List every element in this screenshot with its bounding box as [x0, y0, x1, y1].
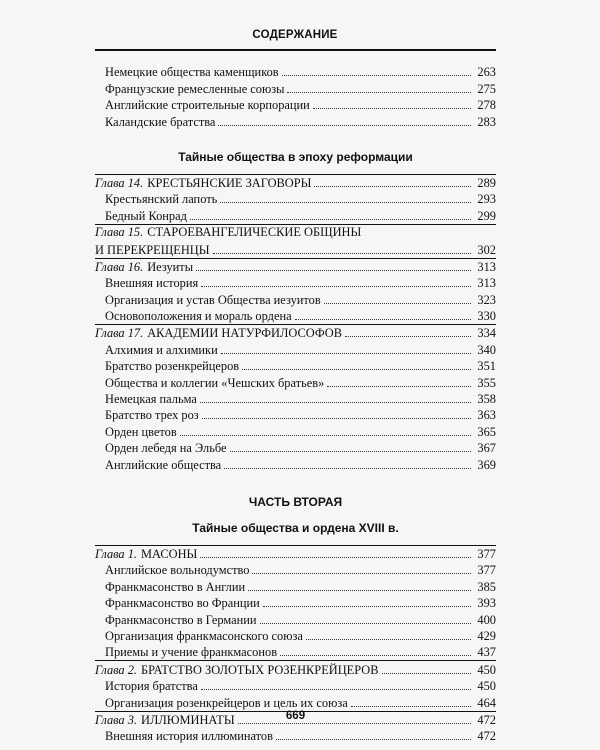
toc-entry: Орден цветов 365 — [105, 424, 496, 439]
toc-entry: Основоположения и мораль ордена 330 — [105, 309, 496, 324]
toc-entry: Братство розенкрейцеров 351 — [105, 359, 496, 374]
toc-entry: Внешняя история иллюминатов 472 — [105, 729, 496, 744]
toc-entry: Алхимия и алхимики 340 — [105, 342, 496, 357]
toc-entry: Немецкая пальма 358 — [105, 392, 496, 407]
toc-group-block1 — [95, 64, 496, 130]
toc-chapter: И ПЕРЕКРЕЩЕНЦЫ 302 — [95, 242, 496, 257]
toc-entry: Приемы и учение франкмасонов 437 — [105, 645, 496, 660]
toc-entry: Франкмасонство в Германии 400 — [105, 612, 496, 627]
table-of-contents — [95, 64, 496, 744]
toc-entry: История братства 450 — [105, 679, 496, 694]
toc-chapter: Глава 17. АКАДЕМИИ НАТУРФИЛОСОФОВ 334 — [95, 326, 496, 341]
toc-entry: Английские строительные корпорации 278 — [105, 98, 496, 113]
toc-entry: Внешняя история 313 — [105, 276, 496, 291]
toc-entry: Французские ремесленные союзы 275 — [105, 81, 496, 96]
toc-entry: Крестьянский лапоть 293 — [105, 192, 496, 207]
page-number: 669 — [285, 710, 306, 722]
toc-chapter: Глава 14. КРЕСТЬЯНСКИЕ ЗАГОВОРЫ 289 — [95, 175, 496, 190]
part-heading: ЧАСТЬ ВТОРАЯ — [248, 494, 343, 509]
running-header: СОДЕРЖАНИЕ — [252, 29, 338, 41]
section-heading: Тайные общества и ордена XVIII в. — [192, 520, 399, 535]
toc-entry: Орден лебедя на Эльбе 367 — [105, 441, 496, 456]
toc-entry: Каландские братства 283 — [105, 114, 496, 129]
toc-chapter: Глава 2. БРАТСТВО ЗОЛОТЫХ РОЗЕНКРЕЙЦЕРОВ 450 — [95, 662, 496, 677]
toc-entry: Английские общества 369 — [105, 457, 496, 472]
toc-entry: Бедный Конрад 299 — [105, 208, 496, 223]
section-heading: Тайные общества в эпоху реформации — [178, 149, 413, 164]
toc-chapter: Глава 16. Иезуиты 313 — [95, 259, 496, 274]
toc-entry: Организация розенкрейцеров и цель их союза 464 — [105, 695, 496, 710]
toc-entry: Организация франкмасонского союза 429 — [105, 628, 496, 643]
toc-entry: Английское вольнодумство 377 — [105, 563, 496, 578]
toc-chapter: Глава 1. МАСОНЫ 377 — [95, 546, 496, 561]
toc-entry: Братство трех роз 363 — [105, 408, 496, 423]
toc-entry: Франкмасонство во Франции 393 — [105, 596, 496, 611]
header-rule — [95, 49, 496, 51]
toc-chapter: Глава 3. ИЛЛЮМИНАТЫ 472 — [95, 712, 496, 727]
toc-entry: Франкмасонство в Англии 385 — [105, 579, 496, 594]
toc-entry: Немецкие общества каменщиков 263 — [105, 65, 496, 80]
toc-entry: Организация и устав Общества иезуитов 323 — [105, 292, 496, 307]
toc-entry: Общества и коллегии «Чешских братьев» 355 — [105, 375, 496, 390]
toc-chapter-line1: Глава 15. СТАРОЕВАНГЕЛИЧЕСКИЕ ОБЩИНЫ — [95, 224, 362, 239]
